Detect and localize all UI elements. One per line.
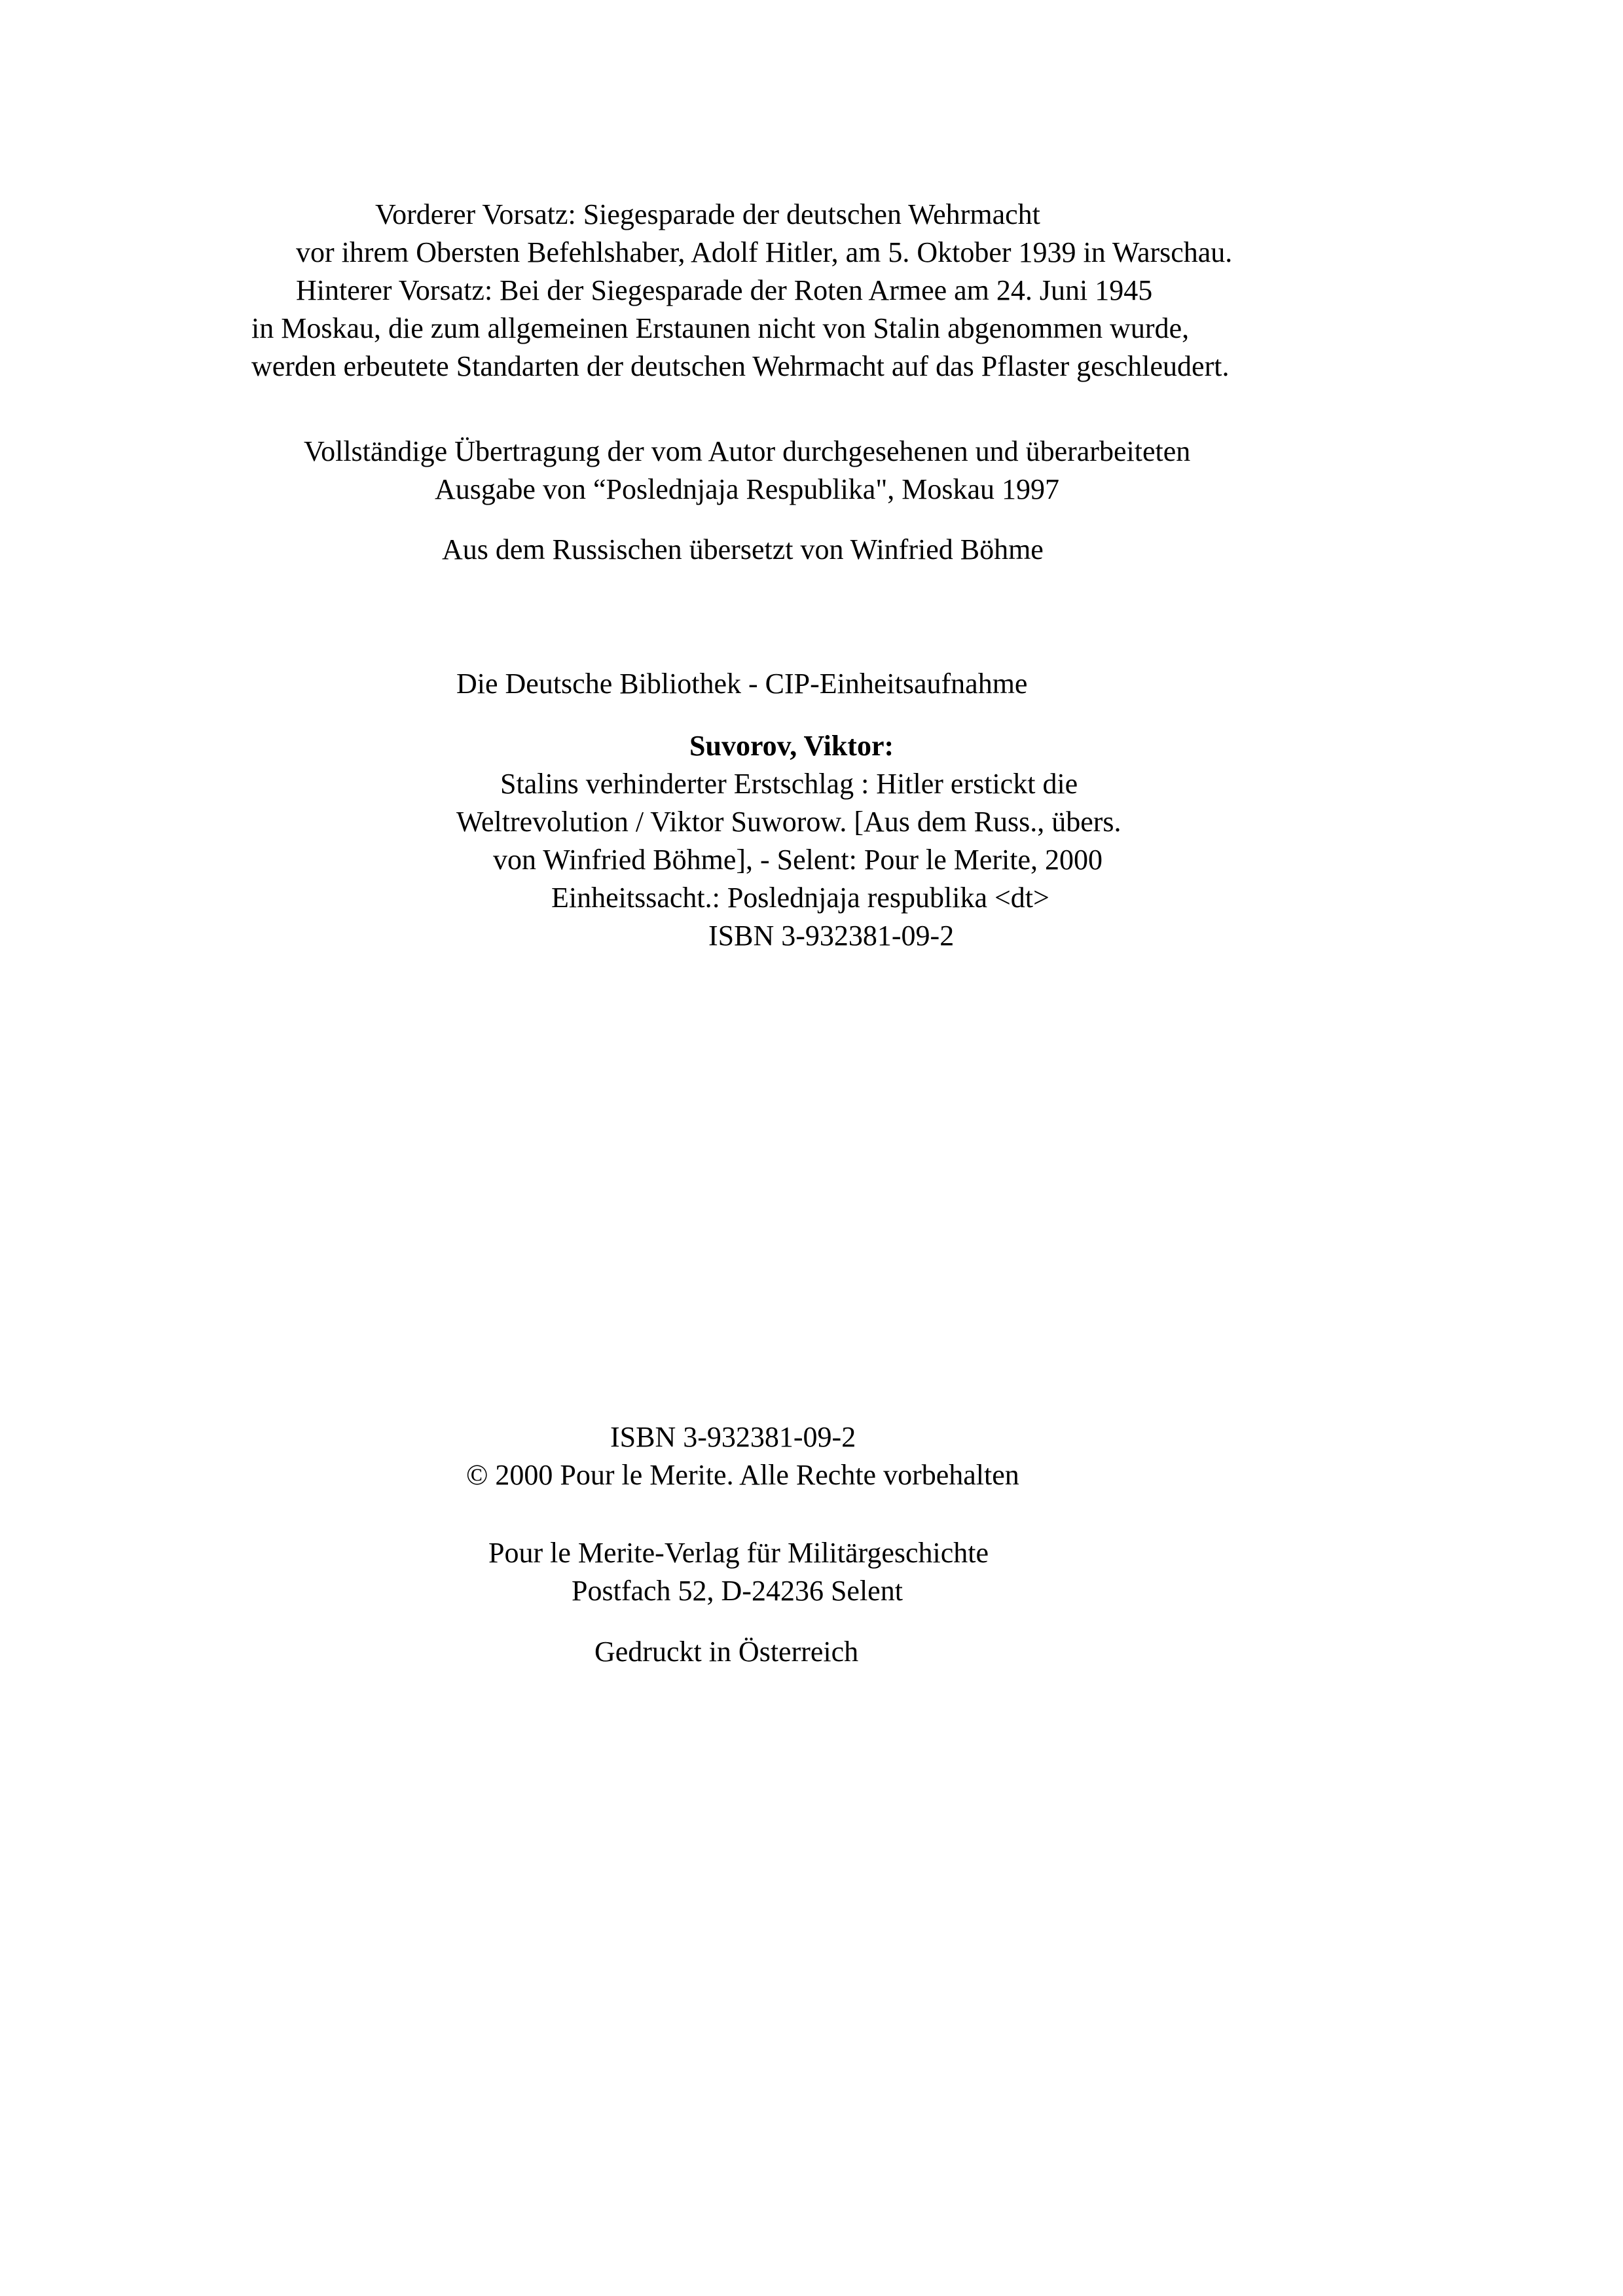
endpaper-note-line-1: Vorderer Vorsatz: Siegesparade der deutschen Wehrmacht	[375, 198, 1040, 230]
cip-title-line-2: Weltrevolution / Viktor Suworow. [Aus dem Russ., übers.	[456, 806, 1122, 838]
imprint-printed-in: Gedruckt in Österreich	[594, 1636, 859, 1668]
endpaper-note-line-2: vor ihrem Obersten Befehlshaber, Adolf Hitler, am 5. Oktober 1939 in Warschau.	[296, 236, 1233, 268]
imprint-address: Postfach 52, D-24236 Selent	[572, 1575, 903, 1607]
imprint-copyright: © 2000 Pour le Merite. Alle Rechte vorbehalten	[466, 1459, 1019, 1491]
translation-note-line-2: Ausgabe von “Poslednjaja Respublika", Moskau 1997	[435, 473, 1060, 505]
cip-title-line-3: von Winfried Böhme], - Selent: Pour le Merite, 2000	[493, 844, 1103, 876]
translation-note-line-1: Vollständige Übertragung der vom Autor durchgesehenen und überarbeiteten	[304, 435, 1191, 467]
imprint-isbn: ISBN 3-932381-09-2	[610, 1421, 856, 1453]
cip-uniform-title: Einheitssacht.: Poslednjaja respublika <dt>	[551, 882, 1049, 914]
endpaper-note-line-3: Hinterer Vorsatz: Bei der Siegesparade der Roten Armee am 24. Juni 1945	[296, 274, 1153, 306]
cip-title-line-1: Stalins verhinderter Erstschlag : Hitler erstickt die	[500, 768, 1078, 800]
cip-isbn: ISBN 3-932381-09-2	[708, 920, 955, 952]
endpaper-note-line-5: werden erbeutete Standarten der deutschen Wehrmacht auf das Pflaster geschleudert.	[251, 350, 1230, 382]
translator-credit: Aus dem Russischen übersetzt von Winfried Böhme	[442, 533, 1044, 565]
imprint-publisher: Pour le Merite-Verlag für Militärgeschichte	[488, 1537, 989, 1569]
cip-author: Suvorov, Viktor:	[689, 730, 894, 762]
endpaper-note-line-4: in Moskau, die zum allgemeinen Erstaunen nicht von Stalin abgenommen wurde,	[251, 312, 1190, 344]
cip-heading: Die Deutsche Bibliothek - CIP-Einheitsaufnahme	[456, 668, 1028, 700]
